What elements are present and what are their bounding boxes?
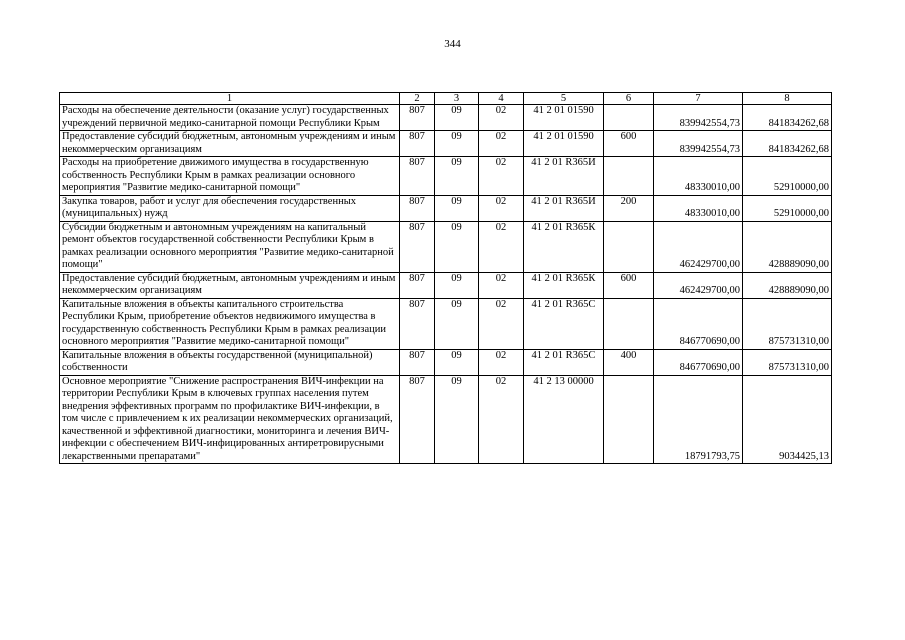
- target-code-cell: 41 2 01 R365К: [524, 272, 604, 298]
- ministry-code-cell: 807: [400, 375, 435, 464]
- amount-year2-cell: 875731310,00: [743, 349, 832, 375]
- amount-year2-cell: 428889090,00: [743, 221, 832, 272]
- amount-year1-cell: 846770690,00: [654, 298, 743, 349]
- target-code-cell: 41 2 01 R365К: [524, 221, 604, 272]
- section-code-cell: 09: [435, 221, 479, 272]
- amount-year2-cell: 52910000,00: [743, 195, 832, 221]
- target-code-cell: 41 2 01 01590: [524, 105, 604, 131]
- ministry-code-cell: 807: [400, 131, 435, 157]
- column-header: 5: [524, 93, 604, 105]
- amount-year1-cell: 48330010,00: [654, 195, 743, 221]
- expense-type-cell: 600: [604, 131, 654, 157]
- ministry-code-cell: 807: [400, 157, 435, 196]
- column-header: 6: [604, 93, 654, 105]
- expense-type-cell: 400: [604, 349, 654, 375]
- column-header: 8: [743, 93, 832, 105]
- subsection-code-cell: 02: [479, 349, 524, 375]
- section-code-cell: 09: [435, 298, 479, 349]
- amount-year2-cell: 841834262,68: [743, 131, 832, 157]
- section-code-cell: 09: [435, 195, 479, 221]
- amount-year2-cell: 52910000,00: [743, 157, 832, 196]
- section-code-cell: 09: [435, 105, 479, 131]
- target-code-cell: 41 2 01 R365С: [524, 349, 604, 375]
- table-row: [60, 349, 832, 375]
- expense-type-cell: 200: [604, 195, 654, 221]
- amount-year2-cell: 875731310,00: [743, 298, 832, 349]
- expense-type-cell: [604, 105, 654, 131]
- target-code-cell: 41 2 13 00000: [524, 375, 604, 464]
- subsection-code-cell: 02: [479, 221, 524, 272]
- subsection-code-cell: 02: [479, 105, 524, 131]
- ministry-code-cell: 807: [400, 105, 435, 131]
- table-header-row: [60, 93, 832, 105]
- column-header: 4: [479, 93, 524, 105]
- expense-type-cell: [604, 221, 654, 272]
- table-row: [60, 375, 832, 464]
- ministry-code-cell: 807: [400, 349, 435, 375]
- amount-year1-cell: 18791793,75: [654, 375, 743, 464]
- target-code-cell: 41 2 01 R365И: [524, 157, 604, 196]
- row-name-cell: Закупка товаров, работ и услуг для обеспечения государственных (муниципальных) нужд: [60, 195, 400, 221]
- table-row: [60, 157, 832, 196]
- table-row: [60, 298, 832, 349]
- expense-type-cell: [604, 375, 654, 464]
- expense-type-cell: [604, 298, 654, 349]
- expense-type-cell: 600: [604, 272, 654, 298]
- amount-year1-cell: 462429700,00: [654, 272, 743, 298]
- row-name-cell: Капитальные вложения в объекты государственной (муниципальной) собственности: [60, 349, 400, 375]
- row-name-cell: Капитальные вложения в объекты капитального строительства Республики Крым, приобретение объектов недвижимого имущества в государственную собственность Республики Крым в рамках реализации основного мероприятия "Развитие медико-санитарной помощи": [60, 298, 400, 349]
- section-code-cell: 09: [435, 375, 479, 464]
- row-name-cell: Предоставление субсидий бюджетным, автономным учреждениям и иным некоммерческим организациям: [60, 131, 400, 157]
- section-code-cell: 09: [435, 349, 479, 375]
- table-row: [60, 221, 832, 272]
- amount-year1-cell: 839942554,73: [654, 105, 743, 131]
- row-name-cell: Расходы на приобретение движимого имущества в государственную собственность Республики Крым в рамках реализации основного мероприятия "Развитие медико-санитарной помощи": [60, 157, 400, 196]
- target-code-cell: 41 2 01 01590: [524, 131, 604, 157]
- column-header: 3: [435, 93, 479, 105]
- column-header: 7: [654, 93, 743, 105]
- amount-year2-cell: 428889090,00: [743, 272, 832, 298]
- amount-year1-cell: 462429700,00: [654, 221, 743, 272]
- amount-year2-cell: 9034425,13: [743, 375, 832, 464]
- table-row: [60, 105, 832, 131]
- ministry-code-cell: 807: [400, 272, 435, 298]
- row-name-cell: Субсидии бюджетным и автономным учреждениям на капитальный ремонт объектов государственной собственности Республики Крым в рамках реализации основного мероприятия "Развитие медико-санитарной помощи": [60, 221, 400, 272]
- amount-year1-cell: 48330010,00: [654, 157, 743, 196]
- table-row: [60, 195, 832, 221]
- subsection-code-cell: 02: [479, 195, 524, 221]
- subsection-code-cell: 02: [479, 298, 524, 349]
- page-number: 344: [444, 38, 461, 50]
- subsection-code-cell: 02: [479, 375, 524, 464]
- subsection-code-cell: 02: [479, 131, 524, 157]
- ministry-code-cell: 807: [400, 298, 435, 349]
- section-code-cell: 09: [435, 157, 479, 196]
- amount-year1-cell: 839942554,73: [654, 131, 743, 157]
- subsection-code-cell: 02: [479, 272, 524, 298]
- amount-year1-cell: 846770690,00: [654, 349, 743, 375]
- expense-type-cell: [604, 157, 654, 196]
- column-header: 1: [60, 93, 400, 105]
- row-name-cell: Предоставление субсидий бюджетным, автономным учреждениям и иным некоммерческим организациям: [60, 272, 400, 298]
- target-code-cell: 41 2 01 R365С: [524, 298, 604, 349]
- row-name-cell: Основное мероприятие "Снижение распространения ВИЧ-инфекции на территории Республики Крым в ключевых группах населения путем внедрения эффективных программ по профилактике ВИЧ-инфекции, в том числе с привлечением к их реализации некоммерческих организаций, качественной и эффективной диагностики, мониторинга и лечения ВИЧ-инфекции с обеспечением ВИЧ-инфицированных антиретровирусными лекарственными препаратами": [60, 375, 400, 464]
- section-code-cell: 09: [435, 131, 479, 157]
- table-row: [60, 131, 832, 157]
- amount-year2-cell: 841834262,68: [743, 105, 832, 131]
- subsection-code-cell: 02: [479, 157, 524, 196]
- table-row: [60, 272, 832, 298]
- ministry-code-cell: 807: [400, 221, 435, 272]
- ministry-code-cell: 807: [400, 195, 435, 221]
- column-header: 2: [400, 93, 435, 105]
- target-code-cell: 41 2 01 R365И: [524, 195, 604, 221]
- row-name-cell: Расходы на обеспечение деятельности (оказание услуг) государственных учреждений первичной медико-санитарной помощи Республики Крым: [60, 105, 400, 131]
- section-code-cell: 09: [435, 272, 479, 298]
- budget-table: [59, 92, 832, 464]
